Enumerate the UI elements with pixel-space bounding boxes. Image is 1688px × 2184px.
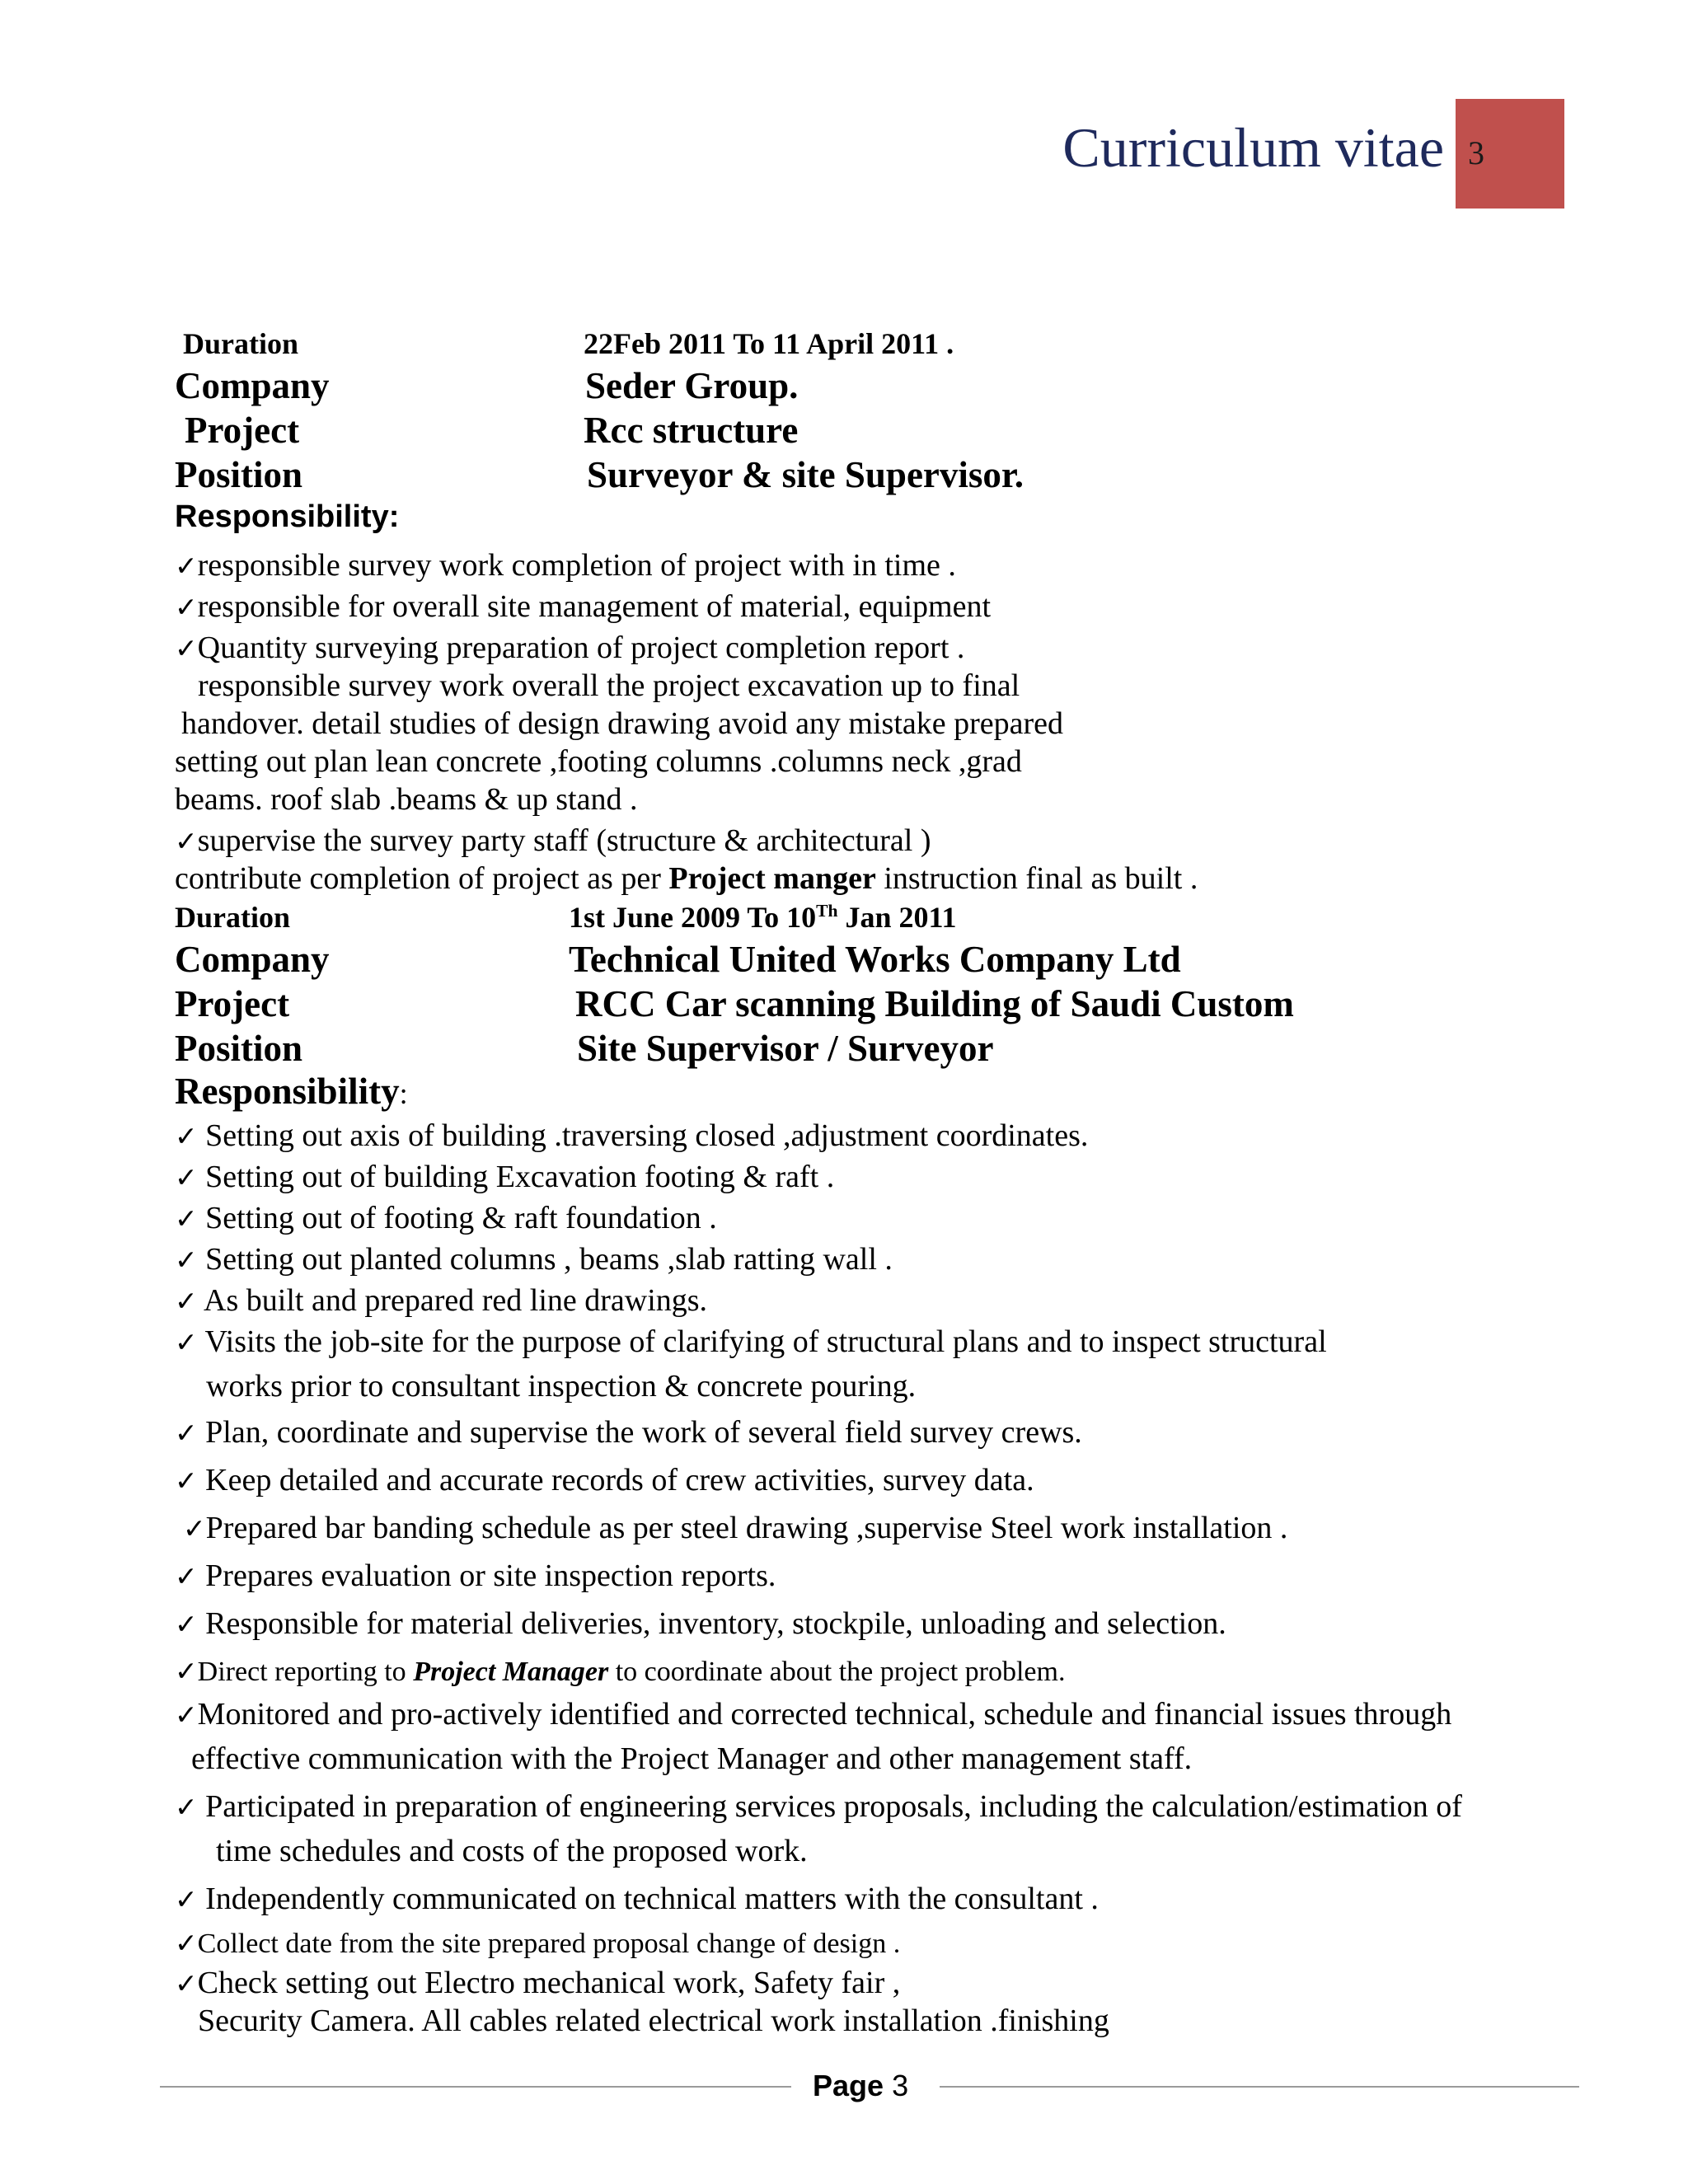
job1-position-label: Position: [175, 454, 303, 495]
job2-item-1: ✓ Setting out axis of building .traversing closed ,adjustment coordinates.: [175, 1118, 1089, 1153]
document-title: Curriculum vitae: [1062, 116, 1444, 179]
check-icon: ✓: [175, 632, 198, 664]
job1-project-value: Rcc structure: [584, 410, 799, 451]
job2-position-label: Position: [175, 1028, 303, 1069]
job2-item-7: ✓ Plan, coordinate and supervise the work of several field survey crews.: [175, 1415, 1082, 1450]
job2-item-13-line-2: effective communication with the Project Manager and other management staff.: [191, 1741, 1193, 1776]
page-number: 3: [1468, 134, 1484, 171]
footer-page-label: Page 3: [813, 2069, 909, 2102]
job1-item-4: ✓supervise the survey party staff (structure & architectural ): [175, 823, 931, 858]
footer-rule-left: [160, 2086, 791, 2088]
check-icon: ✓: [175, 1326, 198, 1358]
job1-project-label: Project: [185, 410, 300, 451]
check-icon: ✓: [175, 1465, 198, 1497]
job2-item-2: ✓ Setting out of building Excavation footing & raft .: [175, 1160, 835, 1194]
check-icon: ✓: [175, 1120, 198, 1152]
job1-position-value: Surveyor & site Supervisor.: [587, 454, 1025, 495]
job1-item-3-line-4: setting out plan lean concrete ,footing columns .columns neck ,grad: [175, 744, 1022, 779]
job1-item-3: ✓Quantity surveying preparation of project completion report .: [175, 630, 965, 665]
job2-position-value: Site Supervisor / Surveyor: [577, 1028, 994, 1069]
check-icon: ✓: [175, 1699, 198, 1731]
check-icon: ✓: [175, 1285, 198, 1317]
job2-item-11: ✓ Responsible for material deliveries, inventory, stockpile, unloading and selection.: [175, 1606, 1226, 1641]
job2-item-17: ✓Check setting out Electro mechanical work, Safety fair ,: [175, 1966, 901, 2000]
footer-rule-right: [940, 2086, 1579, 2088]
job2-item-6-line-2: works prior to consultant inspection & concrete pouring.: [206, 1369, 917, 1404]
job2-item-9: ✓Prepared bar banding schedule as per steel drawing ,supervise Steel work installation .: [183, 1511, 1288, 1545]
job2-item-16: ✓Collect date from the site prepared proposal change of design .: [175, 1927, 901, 1959]
job2-item-12: ✓Direct reporting to Project Manager to coordinate about the project problem.: [175, 1655, 1066, 1687]
check-icon: ✓: [175, 1560, 198, 1592]
job2-company-value: Technical United Works Company Ltd: [569, 939, 1181, 980]
job1-item-2: ✓responsible for overall site management of material, equipment: [175, 589, 991, 624]
job1-item-1: ✓responsible survey work completion of project with in time .: [175, 548, 956, 583]
page-number-box: [1456, 99, 1564, 209]
check-icon: ✓: [175, 1608, 198, 1640]
job2-item-10: ✓ Prepares evaluation or site inspection reports.: [175, 1558, 776, 1593]
check-icon: ✓: [175, 1655, 198, 1687]
check-icon: ✓: [175, 1927, 198, 1959]
job1-duration-value: 22Feb 2011 To 11 April 2011 .: [584, 327, 954, 360]
check-icon: ✓: [175, 1417, 198, 1449]
job1-company-value: Seder Group.: [585, 365, 799, 406]
job2-item-13: ✓Monitored and pro-actively identified and corrected technical, schedule and financial issues through: [175, 1697, 1452, 1732]
job2-item-6: ✓ Visits the job-site for the purpose of clarifying of structural plans and to inspect structural: [175, 1324, 1327, 1359]
check-icon: ✓: [175, 1791, 198, 1823]
check-icon: ✓: [183, 1512, 206, 1544]
job1-responsibility-heading: Responsibility:: [175, 499, 400, 534]
check-icon: ✓: [175, 1244, 198, 1276]
job2-item-4: ✓ Setting out planted columns , beams ,slab ratting wall .: [175, 1242, 893, 1277]
job1-duration-label: Duration: [183, 327, 299, 360]
job2-item-5: ✓ As built and prepared red line drawings.: [175, 1283, 708, 1318]
check-icon: ✓: [175, 1161, 198, 1193]
job1-item-3-line-5: beams. roof slab .beams & up stand .: [175, 782, 638, 817]
job2-item-14-line-2: time schedules and costs of the proposed work.: [216, 1834, 808, 1868]
job2-company-label: Company: [175, 939, 330, 980]
job2-project-value: RCC Car scanning Building of Saudi Custom: [575, 983, 1294, 1024]
job2-item-15: ✓ Independently communicated on technical matters with the consultant .: [175, 1882, 1099, 1916]
job2-item-17-line-2: Security Camera. All cables related electrical work installation .finishing: [198, 2004, 1109, 2038]
job2-item-8: ✓ Keep detailed and accurate records of crew activities, survey data.: [175, 1463, 1034, 1497]
job1-company-label: Company: [175, 365, 330, 406]
check-icon: ✓: [175, 591, 198, 623]
job1-item-4-line-2: contribute completion of project as per Project manger instruction final as built .: [175, 861, 1198, 896]
check-icon: ✓: [175, 1202, 198, 1235]
job1-item-3-line-2: responsible survey work overall the project excavation up to final: [198, 668, 1020, 703]
job1-item-3-line-3: handover. detail studies of design drawing avoid any mistake prepared: [181, 706, 1064, 741]
check-icon: ✓: [175, 825, 198, 857]
job2-item-3: ✓ Setting out of footing & raft foundation .: [175, 1201, 717, 1235]
job2-duration-label: Duration: [175, 901, 291, 934]
check-icon: ✓: [175, 550, 198, 582]
check-icon: ✓: [175, 1967, 198, 1999]
job2-responsibility-heading: Responsibility:: [175, 1071, 408, 1112]
check-icon: ✓: [175, 1883, 198, 1915]
job2-duration-value: 1st June 2009 To 10Th Jan 2011: [569, 901, 957, 934]
job2-project-label: Project: [175, 983, 290, 1024]
job2-item-14: ✓ Participated in preparation of engineering services proposals, including the calculation/estimation of: [175, 1789, 1462, 1824]
